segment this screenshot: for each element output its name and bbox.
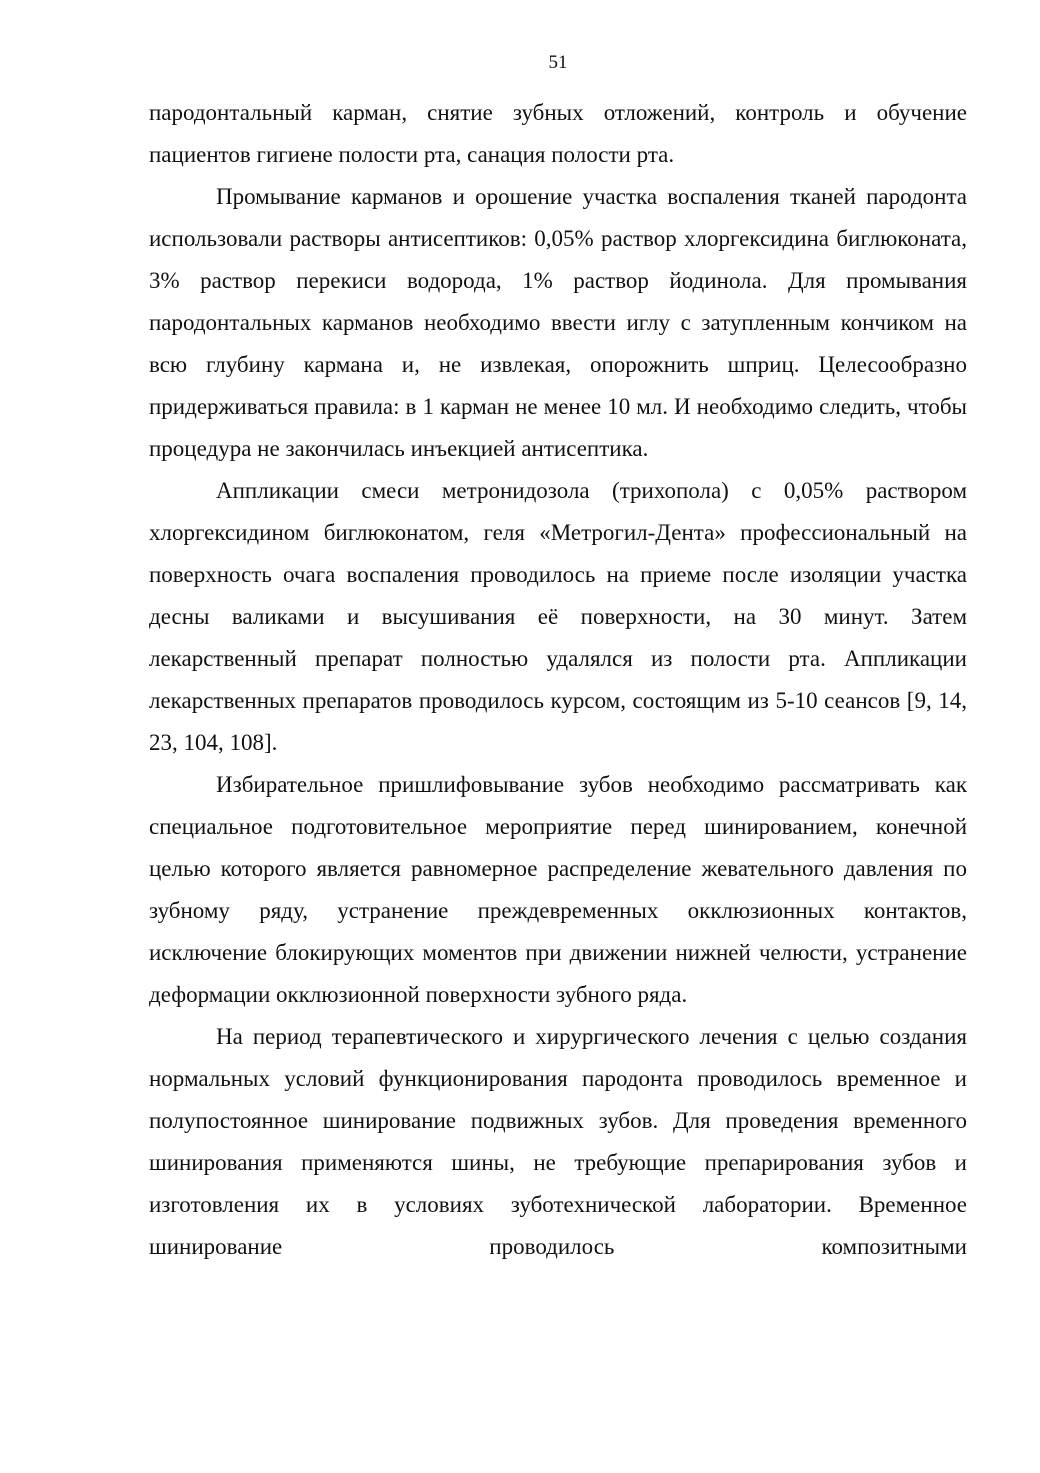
paragraph-4: Избирательное пришлифовывание зубов необходимо рассматривать как специальное подготовительное мероприятие перед шинированием, конечной целью которого является равномерное распределение жевательного давления по зубному ряду, устранение преждевременных окклюзионных контактов, исключение блокирующих моментов при движении нижней челюсти, устранение деформации окклюзионной поверхности зубного ряда. [149, 772, 967, 1007]
paragraph-5: На период терапевтического и хирургического лечения с целью создания нормальных условий функционирования пародонта проводилось временное и полупостоянное шинирование подвижных зубов. Для проведения временного шинирования применяются шины, не требующие препарирования зубов и изготовления их в условиях зуботехнической лаборатории. Временное шинирование проводилось композитными [149, 1024, 967, 1259]
page-number: 51 [548, 52, 568, 73]
body-text [149, 92, 967, 1268]
paragraph-3: Аппликации смеси метронидозола (трихопола) с 0,05% раствором хлоргексидином биглюконатом, геля «Метрогил-Дента» профессиональный на поверхность очага воспаления проводилось на приеме после изоляции участка десны валиками и высушивания её поверхности, на 30 минут. Затем лекарственный препарат полностью удалялся из полости рта. Аппликации лекарственных препаратов проводилось курсом, состоящим из 5-10 сеансов [9, 14, 23, 104, 108]. [149, 478, 967, 755]
paragraph-2: Промывание карманов и орошение участка воспаления тканей пародонта использовали растворы антисептиков: 0,05% раствор хлоргексидина биглюконата, 3% раствор перекиси водорода, 1% раствор йодинола. Для промывания пародонтальных карманов необходимо ввести иглу с затупленным кончиком на всю глубину кармана и, не извлекая, опорожнить шприц. Целесообразно придерживаться правила: в 1 карман не менее 10 мл. И необходимо следить, чтобы процедура не закончилась инъекцией антисептика. [149, 184, 967, 461]
paragraph-1: пародонтальный карман, снятие зубных отложений, контроль и обучение пациентов гигиене полости рта, санация полости рта. [149, 100, 967, 167]
